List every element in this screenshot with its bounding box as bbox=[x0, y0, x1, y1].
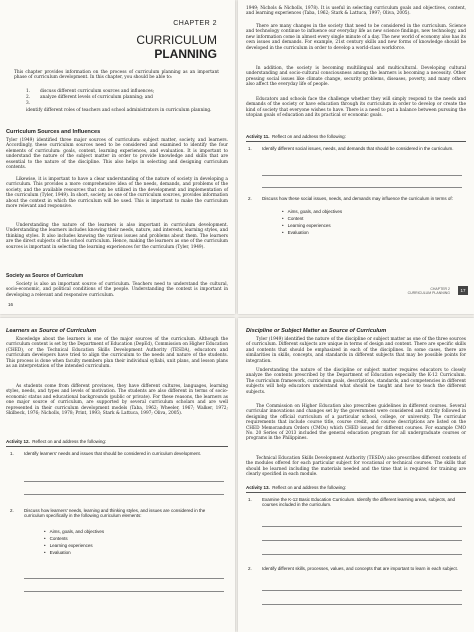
bullet-item: • Evaluation bbox=[44, 549, 104, 556]
chapter-title-line-1: CURRICULUM bbox=[136, 33, 217, 47]
answer-line[interactable] bbox=[24, 591, 224, 592]
paragraph: In addition, the society is becoming multilingual and multicultural. Developing cultural understanding and socio-cultural consciousness among the learners is becoming a necessity. Other pressing social issues like climate change, security problems, diseases, poverty, and many others also affect the everyday life of people. bbox=[246, 66, 466, 88]
page-19 bbox=[238, 318, 474, 632]
section-heading: Curriculum Sources and Influences bbox=[6, 129, 101, 135]
divider bbox=[246, 492, 466, 493]
objective-number: 1. bbox=[26, 89, 31, 94]
question-text: Identify learners' needs and issues that should be considered in curriculum development. bbox=[24, 451, 201, 456]
question-number: 2. bbox=[10, 508, 14, 513]
answer-line[interactable] bbox=[262, 604, 462, 605]
bullet-item: • Aims, goals, and objectives bbox=[44, 528, 104, 535]
answer-line[interactable] bbox=[262, 526, 462, 527]
chapter-intro: This chapter provides information on the process of curriculum planning as an important phase of curriculum development. In this chapter, you should be able to: bbox=[14, 70, 219, 81]
page-18 bbox=[0, 318, 235, 632]
paragraph: Tyler (1949) identified three major sources of curriculum: subject matter, society, and learners. Accordingly, these curriculum sources need to be considered and examined to identify the four elements of curriculum: goals, content, learning experiences, and evaluation. It is important to understand the nature of the subject matter in order to provide knowledge and skills that are essential to the nature of the discipline. This also helps in selecting and designing curriculum contents. bbox=[6, 138, 228, 171]
paragraph: Educators and schools face the challenge whether they will simply respond to the needs and demands of the society or have education through its curriculum in order to develop or create the kind of society that everyone wishes to have. There is a need to put a balance between pursuing the utopian goals of education and its practical or economic goals. bbox=[246, 97, 466, 119]
paragraph: Society is also an important source of curriculum. Teachers need to understand the cultural, socio-economic, and political conditions of the people. Understanding the context is important in developing a relevant and responsive curriculum. bbox=[6, 282, 228, 298]
chapter-label: CHAPTER 2 bbox=[173, 20, 217, 27]
page-17 bbox=[238, 0, 474, 314]
objective-text: discuss different curriculum sources and influences; bbox=[40, 89, 155, 94]
paragraph: 1949; Nichols & Nicholls, 1978). It is useful in selecting curriculum goals and objectives, content, and learning experiences (Taba, 1962; Stark & Lattuca, 1997; Oliva, 2005). bbox=[246, 6, 466, 17]
bullet-item: • Evaluation bbox=[282, 229, 342, 236]
paragraph: Understanding the nature of the learners is also important in curriculum development. Understanding the learners includes knowing their needs, nature, and interests, learning styles, and thinking styles. It also includes knowing the various issues and problems about them. The learners are the direct subjects of the school curriculum. Hence, making the learners as one of the curriculum sources is important in selecting the learning experiences for the curriculum (Tyler, 1949). bbox=[6, 223, 228, 250]
question-text: Identify different social issues, needs, and demands that should be considered in the curriculum. bbox=[262, 146, 454, 151]
question-text: Discuss how these social issues, needs, and demands may influence the curriculum in terms of: bbox=[262, 196, 453, 201]
paragraph: There are many changes in the society that need to be considered in the curriculum. Science and technology continue to influence our everyday life as new science findings, new technology, and new information come in almost every single minute of a day. The new world of economy also has its own issues and demands. For example, 21st century skills and new forms of knowledge should be developed in the curriculum in order to develop a world-class workforce. bbox=[246, 24, 466, 51]
objectives-list bbox=[26, 89, 221, 114]
page-number: 16 bbox=[8, 302, 14, 307]
question-number: 1. bbox=[248, 146, 252, 151]
question-text: Discuss how learners' needs, learning and thinking styles, and issues are considered in the curriculum specifically in the following curriculum elements: bbox=[24, 508, 206, 519]
objective-item bbox=[26, 101, 221, 113]
question-number: 2. bbox=[248, 196, 252, 201]
divider bbox=[6, 446, 228, 447]
page-number: 17 bbox=[458, 286, 468, 295]
bullet-list bbox=[44, 528, 104, 556]
activity-header: Activity 12. Reflect on and address the following: bbox=[6, 439, 107, 444]
page-16 bbox=[0, 0, 235, 314]
question-text: Identify different skills, processes, values, and concepts that are important to learn in each subject. bbox=[262, 566, 459, 571]
bullet-item: • Aims, goals, and objectives bbox=[282, 208, 342, 215]
paragraph: Understanding the nature of the discipline or subject matter requires educators to closely analyze the contents prescribed by the Department of Education especially the K-12 Curriculum. The curriculum framework, curriculum goals, descriptions, standards, and competencies in different subjects will help educators understand what should be taught and how to teach the different subjects. bbox=[246, 368, 466, 395]
objective-text: analyze different levels of curriculum planning; and bbox=[40, 95, 153, 101]
question-number: 1. bbox=[10, 451, 14, 456]
answer-line[interactable] bbox=[24, 578, 224, 579]
running-head: CHAPTER 2 CURRICULUM PLANNING bbox=[407, 287, 450, 295]
question-text: Examine the K-12 Basic Education Curriculum. Identify the different learning areas, subjects, and courses included in the curriculum. bbox=[262, 497, 456, 508]
section-heading: Discipline or Subject Matter as Source of Curriculum bbox=[246, 328, 387, 334]
objective-number: 2. bbox=[26, 95, 31, 101]
answer-line[interactable] bbox=[262, 175, 462, 176]
section-heading: Learners as Source of Curriculum bbox=[6, 328, 97, 334]
answer-line[interactable] bbox=[24, 481, 224, 482]
answer-line[interactable] bbox=[24, 494, 224, 495]
answer-line[interactable] bbox=[262, 590, 462, 591]
bullet-item: • Learning experiences bbox=[44, 542, 104, 549]
objective-text: identify different roles of teachers and school administrators in curriculum planning. bbox=[26, 107, 212, 113]
bullet-list bbox=[282, 208, 342, 236]
paragraph: As students come from different provinces, they have different cultures, languages, learning styles, needs, and types and levels of motivation. The students are also different in terms of socio-economic status and educational backgrounds (public or private). For these reasons, the learners as one major source of curriculum, are supported by several curriculum scholars and are well represented in their curriculum development models (Taba, 1962; Wheeler, 1967; Walker, 1972; Skilbeck, 1976; Nicholls, 1978; Print, 1993; Stark & Lattuca, 1997; Oliva, 2005). bbox=[6, 384, 228, 417]
paragraph: Likewise, it is important to have a clear understanding of the nature of society in developing a curriculum. This provides a more comprehensive idea of the needs, demands, and problems of the society, and the available resources that can be utilized in the development and implementation of the curriculum (Tyler, 1949). In short, society, as one of the curriculum sources, provides information about the context in which the curriculum will be used. This is important to make the curriculum more relevant and responsive. bbox=[6, 177, 228, 210]
bullet-item: • Learning experiences bbox=[282, 222, 342, 229]
paragraph: Tyler (1949) identified the nature of the discipline or subject matter as one of the three sources of curriculum. Different subjects are unique in terms of design and content. There are specific skills and contents that should be emphasized in each of the disciplines. In some cases, there are similarities in skills, concepts, and standards in different subjects that may be possible points for integration. bbox=[246, 337, 466, 364]
paragraph: Technical Education Skills Development Authority (TESDA) also prescribes different contents of the modules offered for each particular subject for vocational or technical courses. The skills that should be learned including the materials needed and the time that is required for training are clearly specified in each module. bbox=[246, 456, 466, 478]
activity-header: Activity 13. Reflect on and address the following: bbox=[246, 485, 347, 490]
answer-line[interactable] bbox=[262, 540, 462, 541]
question-number: 1. bbox=[248, 497, 252, 502]
activity-header: Activity 11. Reflect on and address the following: bbox=[246, 134, 346, 139]
question-number: 2. bbox=[248, 566, 252, 571]
chapter-title-line-2: PLANNING bbox=[154, 47, 217, 61]
bullet-item: • Contents bbox=[44, 535, 104, 542]
answer-line[interactable] bbox=[262, 554, 462, 555]
divider bbox=[246, 141, 466, 142]
bullet-item: • Content bbox=[282, 215, 342, 222]
paragraph: The Commission on Higher Education also prescribes guidelines in different courses. Several curricular innovations and changes set by the government were considered and strictly followed in designing the official curriculum of a particular school, college, or university. The curricular requirements that include course title, course credit, and course descriptions are listed on the CHED Memorandum Orders (CMOs) which CHED issued for different courses. For example CMO No. 20 Series of 2013 included the general education program for all undergraduate courses or programs in the Philippines. bbox=[246, 404, 466, 442]
sub-heading: Society as Source of Curriculum bbox=[6, 273, 84, 279]
paragraph: Knowledge about the learners is one of the major sources of the curriculum. Although the curriculum content is set by the Department of Education (DepEd), Commission on Higher Education (CHED), or the Technical Education Skills Development Authority (TESDA), educators and curriculum developers have tried to align the curriculum to the needs and nature of the students. This process is done when faculty members plan their individual syllabi, unit plans, and lesson plans as an interpretation of the intended curriculum. bbox=[6, 337, 228, 370]
answer-line[interactable] bbox=[262, 187, 462, 188]
objective-number: 3. bbox=[26, 101, 31, 107]
